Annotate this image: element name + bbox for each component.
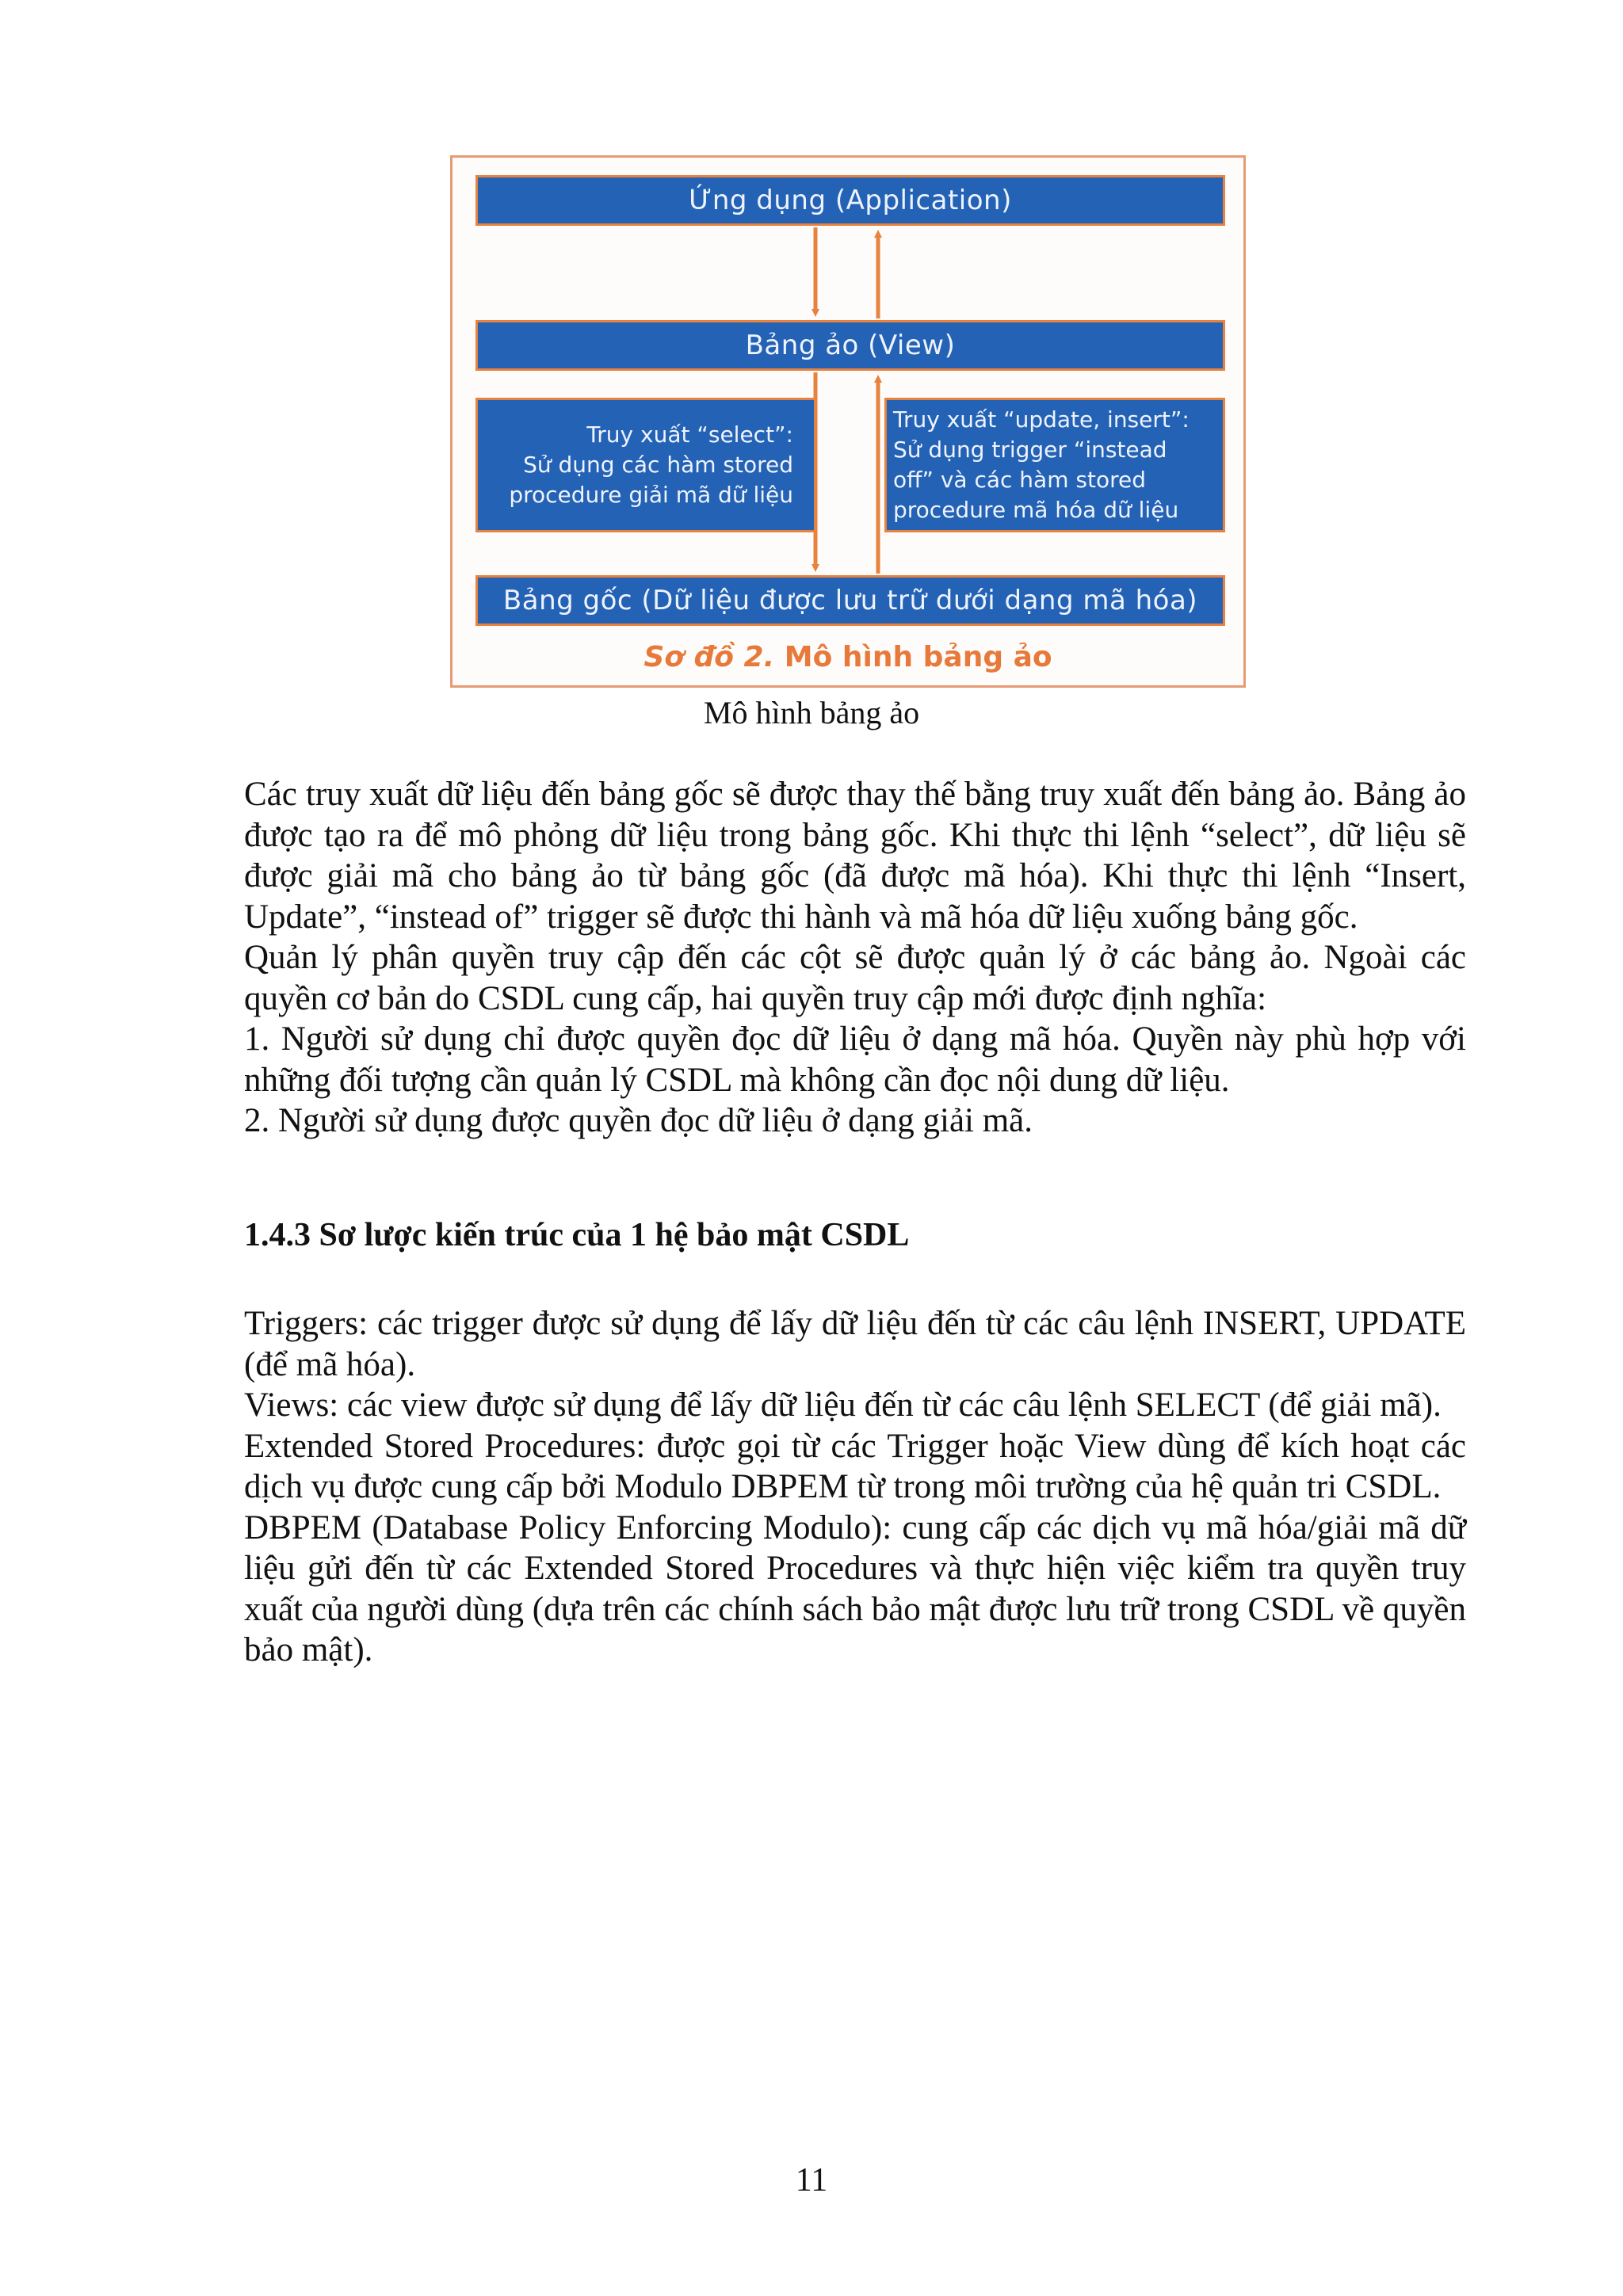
application-layer-box: [475, 175, 1225, 226]
figure-caption: Mô hình bảng ảo: [703, 695, 920, 730]
list-item: 1. Người sử dụng chỉ được quyền đọc dữ liệu ở dạng mã hóa. Quyền này phù hợp với những đối tượng cần quản lý CSDL mà không cần đọc nội dung dữ liệu.: [244, 1020, 1466, 1099]
update-access-line-3: off” và các hàm stored: [893, 467, 1146, 493]
diagram-number: Sơ đồ 2.: [643, 641, 775, 673]
base-table-label: Bảng gốc (Dữ liệu được lưu trữ dưới dạng mã hóa): [502, 585, 1198, 616]
application-layer-label: Ứng dụng (Application): [689, 185, 1012, 216]
paragraph: Các truy xuất dữ liệu đến bảng gốc sẽ được thay thế bằng truy xuất đến bảng ảo. Bảng ảo được tạo ra để mô phỏng dữ liệu trong bảng gốc. Khi thực thi lệnh “select”, dữ liệu sẽ được giải mã cho bảng ảo từ bảng gốc (đã được mã hóa). Khi thực thi lệnh “Insert, Update”, “instead of” trigger sẽ được thi hành và mã hóa dữ liệu xuống bảng gốc.: [244, 776, 1466, 936]
select-access-line-1: Truy xuất “select”:: [586, 421, 793, 448]
list-item: 2. Người sử dụng được quyền đọc dữ liệu ở dạng giải mã.: [244, 1102, 1033, 1139]
view-layer-box: [475, 320, 1225, 371]
select-access-box: [475, 398, 816, 532]
update-access-line-4: procedure mã hóa dữ liệu: [893, 497, 1179, 523]
update-access-line-2: Sử dụng trigger “instead: [893, 437, 1167, 463]
paragraph: DBPEM (Database Policy Enforcing Modulo): cung cấp các dịch vụ mã hóa/giải mã dữ liệu gửi đến từ các Extended Stored Procedures và thực hiện việc kiểm tra quyền truy xuất của người dùng (dựa trên các chính sách bảo mật được lưu trữ trong CSDL về quyền bảo mật).: [244, 1508, 1466, 1669]
paragraph: Quản lý phân quyền truy cập đến các cột sẽ được quản lý ở các bảng ảo. Ngoài các quyền cơ bản do CSDL cung cấp, hai quyền truy cập mới được định nghĩa:: [244, 939, 1466, 1017]
base-table-box: [475, 575, 1225, 626]
select-access-line-3: procedure giải mã dữ liệu: [509, 482, 793, 508]
body-text-section-2: [244, 1303, 1466, 1671]
body-text-section-1: [244, 774, 1466, 1142]
update-access-line-1: Truy xuất “update, insert”:: [893, 406, 1190, 433]
update-insert-access-box: [884, 398, 1225, 532]
view-layer-label: Bảng ảo (View): [745, 330, 956, 361]
virtual-table-diagram: [450, 155, 1246, 688]
page-number: 11: [795, 2162, 828, 2199]
paragraph: Extended Stored Procedures: được gọi từ các Trigger hoặc View dùng để kích hoạt các dịch vụ được cung cấp bởi Modulo DBPEM từ trong môi trường của hệ quản tri CSDL.: [244, 1427, 1466, 1505]
paragraph: Triggers: các trigger được sử dụng để lấy dữ liệu đến từ các câu lệnh INSERT, UPDATE (để mã hóa).: [244, 1305, 1466, 1383]
diagram-title: Mô hình bảng ảo: [774, 641, 1052, 673]
paragraph: Views: các view được sử dụng để lấy dữ liệu đến từ các câu lệnh SELECT (để giải mã).: [244, 1386, 1442, 1424]
select-access-line-2: Sử dụng các hàm stored: [523, 452, 793, 478]
section-heading: 1.4.3 Sơ lược kiến trúc của 1 hệ bảo mật CSDL: [244, 1217, 910, 1253]
diagram-inner-caption: [453, 641, 1243, 673]
